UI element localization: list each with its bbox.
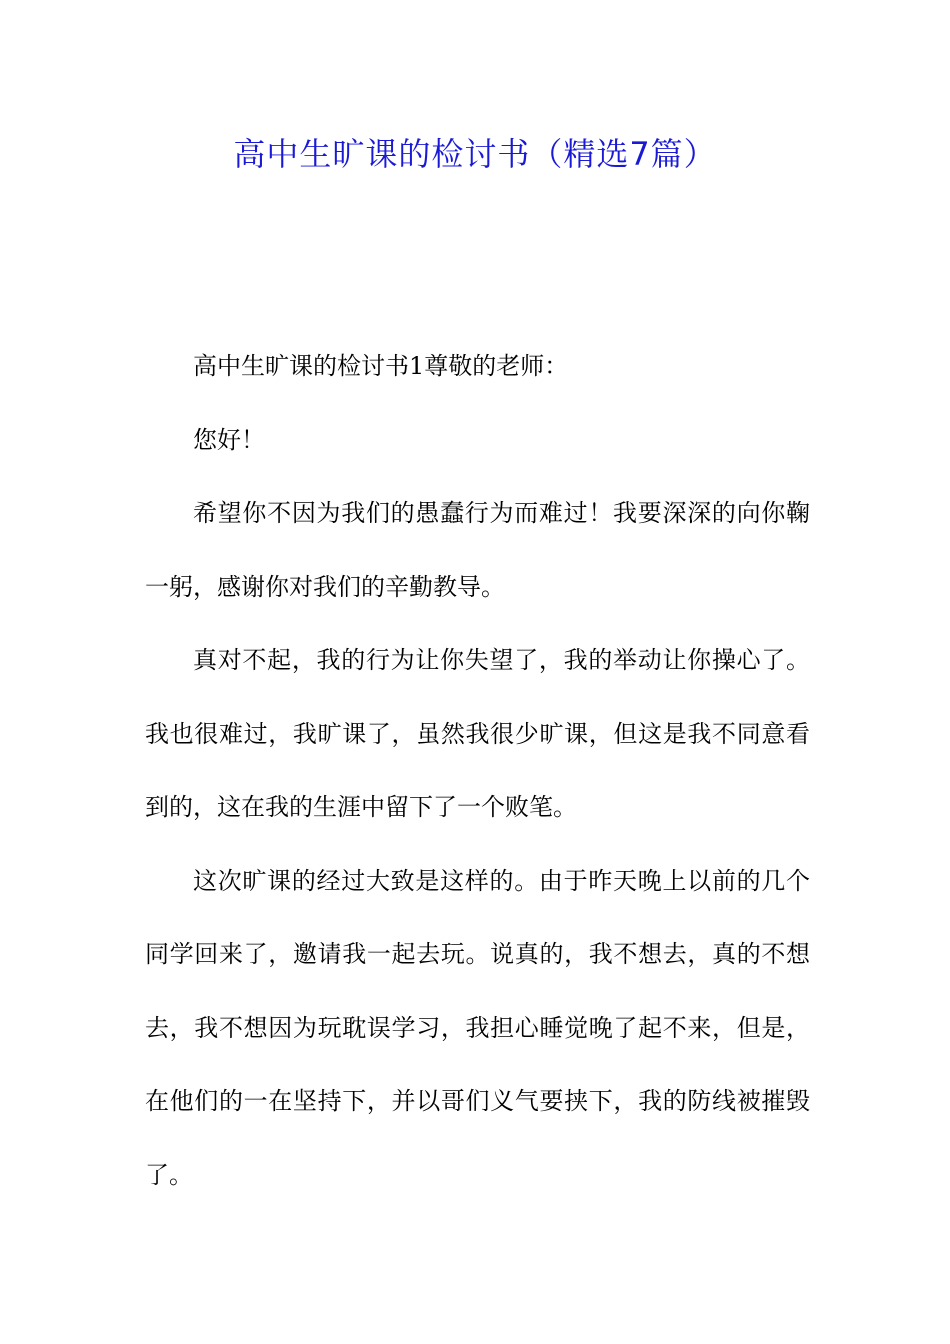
body-paragraph: 这次旷课的经过大致是这样的。由于昨天晚上以前的几个同学回来了，邀请我一起去玩。说真的，我不想去，真的不想去，我不想因为玩耽误学习，我担心睡觉晚了起不来，但是，在他们的一在坚持下，并以哥们义气要挟下，我的防线被摧毁了。: [145, 866, 810, 1189]
salutation-paragraph: 高中生旷课的检讨书1尊敬的老师：: [193, 352, 569, 380]
document-body: [145, 330, 810, 1212]
greeting-paragraph: 您好！: [193, 425, 265, 454]
body-paragraph: 希望你不因为我们的愚蠢行为而难过！我要深深的向你鞠一躬，感谢你对我们的辛勤教导。: [145, 499, 810, 601]
document-title: 高中生旷课的检讨书（精选7篇）: [233, 135, 717, 173]
body-paragraph: 真对不起，我的行为让你失望了，我的举动让你操心了。我也很难过，我旷课了，虽然我很少旷课，但这是我不同意看到的，这在我的生涯中留下了一个败笔。: [145, 646, 810, 821]
